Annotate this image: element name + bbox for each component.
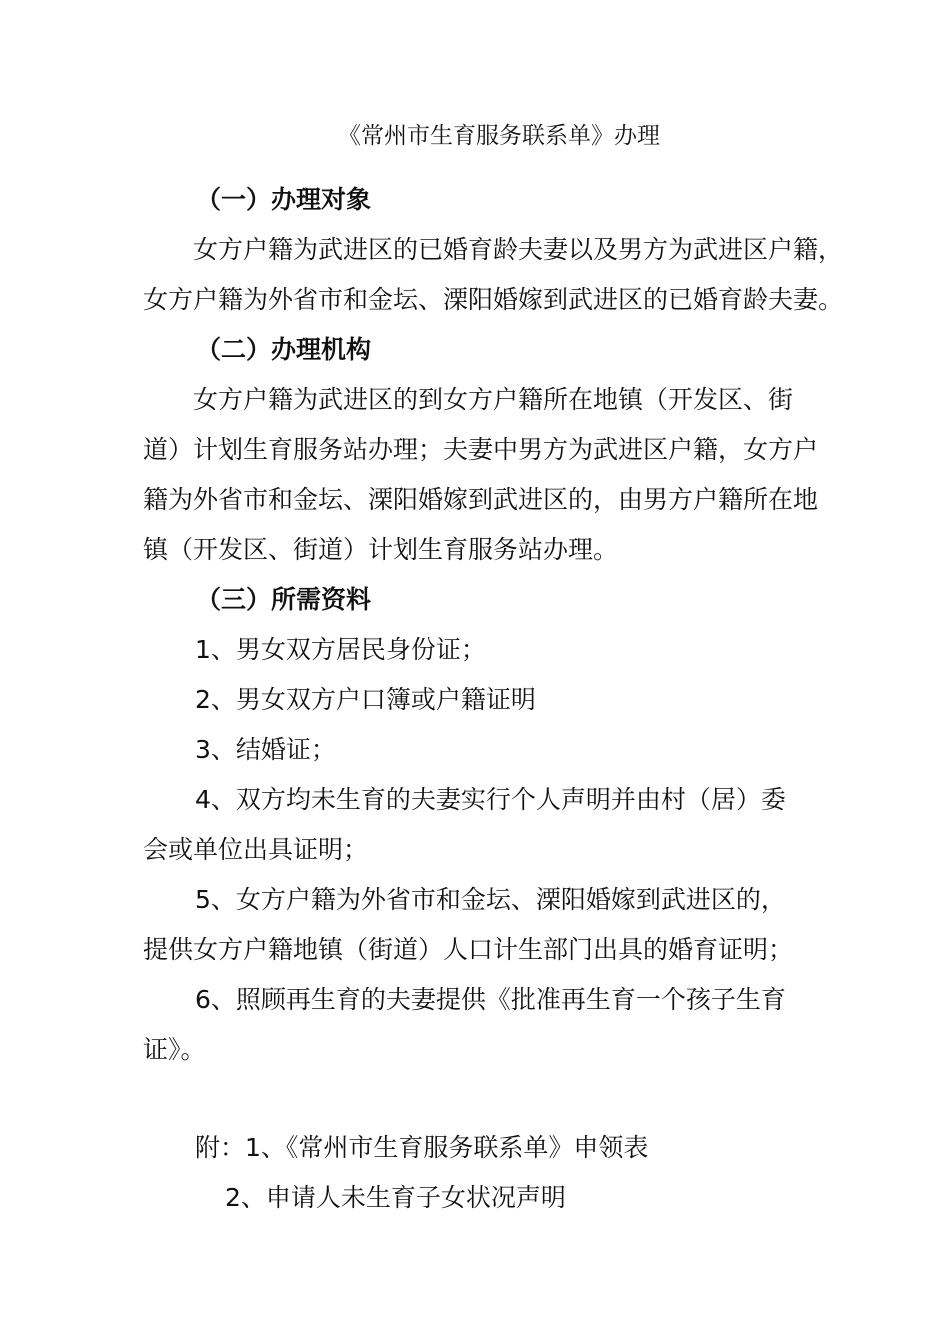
paragraph-line: 籍为外省市和金坛、溧阳婚嫁到武进区的，由男方户籍所在地 (143, 485, 819, 514)
document-title: 《常州市生育服务联系单》办理 (338, 123, 660, 149)
attachment-item: 2、申请人未生育子女状况声明 (225, 1183, 566, 1212)
list-item: 2、男女双方户口簿或户籍证明 (195, 685, 536, 714)
section-heading: （一）办理对象 (196, 185, 372, 214)
list-item: 6、照顾再生育的夫妻提供《批准再生育一个孩子生育 (195, 985, 786, 1014)
list-item: 4、双方均未生育的夫妻实行个人声明并由村（居）委 (195, 785, 786, 814)
paragraph-line: 女方户籍为武进区的到女方户籍所在地镇（开发区、街 (193, 385, 794, 414)
paragraph-line: 女方户籍为外省市和金坛、溧阳婚嫁到武进区的已婚育龄夫妻。 (143, 285, 844, 314)
list-item-continuation: 证》。 (143, 1035, 206, 1064)
list-item: 3、结婚证； (195, 735, 336, 764)
list-item-continuation: 提供女方户籍地镇（街道）人口计生部门出具的婚育证明； (143, 935, 794, 964)
section-heading: （二）办理机构 (196, 335, 372, 364)
paragraph-line: 女方户籍为武进区的已婚育龄夫妻以及男方为武进区户籍， (193, 235, 844, 264)
paragraph-line: 道）计划生育服务站办理；夫妻中男方为武进区户籍，女方户 (143, 435, 819, 464)
list-item: 1、男女双方居民身份证； (195, 635, 486, 664)
section-heading: （三）所需资料 (196, 585, 372, 614)
attachment-item: 附：1、《常州市生育服务联系单》申领表 (195, 1133, 649, 1162)
list-item: 5、女方户籍为外省市和金坛、溧阳婚嫁到武进区的， (195, 885, 786, 914)
paragraph-line: 镇（开发区、街道）计划生育服务站办理。 (143, 535, 619, 564)
list-item-continuation: 会或单位出具证明； (143, 835, 369, 864)
